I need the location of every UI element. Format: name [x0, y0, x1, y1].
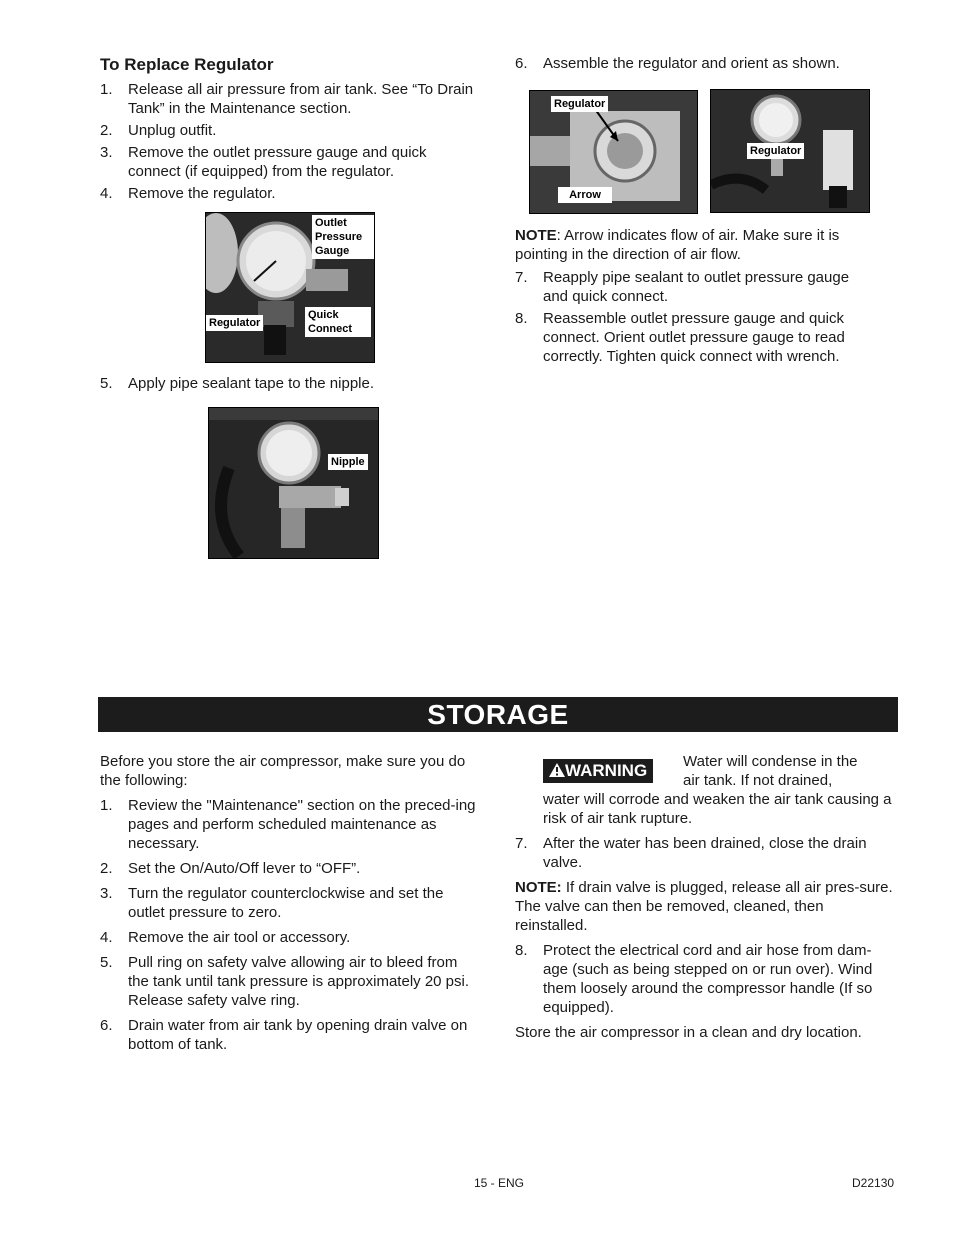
storage-steps-left: [100, 752, 482, 1057]
list-item: 8. Reassemble outlet pressure gauge and quick connect. Orient outlet pressure gauge to read correctly. Tighten quick connect with wrench.: [515, 310, 845, 365]
list-item: 5. Pull ring on safety valve allowing air to bleed from the tank until tank pressure is approximately 20 psi. Release safety valve ring.: [100, 954, 470, 1009]
storage-intro: Before you store the air compressor, make sure you do the following:: [100, 753, 466, 789]
warning-text-rest: water will corrode and weaken the air tank causing a risk of air tank rupture.: [543, 791, 892, 827]
warning-triangle-icon: [549, 763, 565, 777]
list-item: 1. Release all air pressure from air tank. See “To Drain Tank” in the Maintenance section.: [100, 81, 474, 117]
storage-steps-right: [515, 790, 895, 1042]
step-5: [100, 374, 480, 396]
list-item: 5. Apply pipe sealant tape to the nipple.: [100, 375, 375, 392]
regulator-gauge-photo: [205, 212, 375, 363]
list-item: 3. Turn the regulator counterclockwise and set the outlet pressure to zero.: [100, 885, 444, 921]
nipple-label: Nipple: [328, 454, 368, 470]
warning-text-line2: air tank. If not drained,: [683, 772, 833, 789]
regulator-label: Regulator: [551, 96, 608, 112]
page-number: 15 - ENG: [474, 1176, 525, 1190]
list-item: 4. Remove the air tool or accessory.: [100, 929, 351, 946]
list-item: 7. After the water has been drained, close the drain valve.: [515, 835, 867, 871]
drain-valve-note: NOTE: If drain valve is plugged, release all air pres-sure. The valve can then be removed, cleaned, then reinstalled.: [515, 879, 893, 934]
storage-closing: Store the air compressor in a clean and dry location.: [515, 1024, 862, 1041]
regulator-installed-photo: [710, 89, 870, 213]
regulator-label: Regulator: [206, 315, 263, 331]
nipple-illustration: [209, 408, 378, 558]
section-heading-replace-regulator: To Replace Regulator: [100, 55, 274, 74]
warning-badge: WARNING: [543, 759, 653, 783]
arrow-label: Arrow: [558, 187, 612, 203]
list-item: 2. Unplug outfit.: [100, 122, 217, 139]
regulator-arrow-photo: [529, 90, 698, 214]
warning-text-line1: Water will condense in the: [683, 753, 858, 770]
replace-regulator-steps: [100, 80, 480, 206]
list-item: 4. Remove the regulator.: [100, 185, 276, 202]
list-item: 3. Remove the outlet pressure gauge and quick connect (if equipped) from the regulator.: [100, 144, 427, 180]
list-item: 2. Set the On/Auto/Off lever to “OFF”.: [100, 860, 361, 877]
document-code: D22130: [852, 1176, 895, 1190]
regulator-label: Regulator: [747, 143, 804, 159]
step-6: [515, 54, 895, 76]
list-item: 8. Protect the electrical cord and air hose from dam-age (such as being stepped on or run over). Wind them loosely around the compressor handle (If so equipped).: [515, 942, 873, 1016]
outlet-pressure-gauge-label: Outlet Pressure Gauge: [312, 215, 375, 259]
storage-section-banner: STORAGE: [98, 697, 898, 732]
list-item: 1. Review the "Maintenance" section on the preced-ing pages and perform scheduled maintenance as necessary.: [100, 797, 476, 852]
quick-connect-label: Quick Connect: [305, 307, 371, 337]
list-item: 6. Assemble the regulator and orient as shown.: [515, 55, 840, 72]
list-item: 6. Drain water from air tank by opening drain valve on bottom of tank.: [100, 1017, 468, 1053]
nipple-photo: [208, 407, 379, 559]
air-flow-note: NOTE: Arrow indicates flow of air. Make sure it is pointing in the direction of air flow. 7. Reapply pipe sealant to outlet pressure gauge and quick connect. 8. Reassemble outlet pressure gauge and quick connect. Orient outlet pressure gauge to read correctly. Tighten quick connect with wrench.: [515, 226, 875, 369]
list-item: 7. Reapply pipe sealant to outlet pressure gauge and quick connect.: [515, 269, 850, 305]
